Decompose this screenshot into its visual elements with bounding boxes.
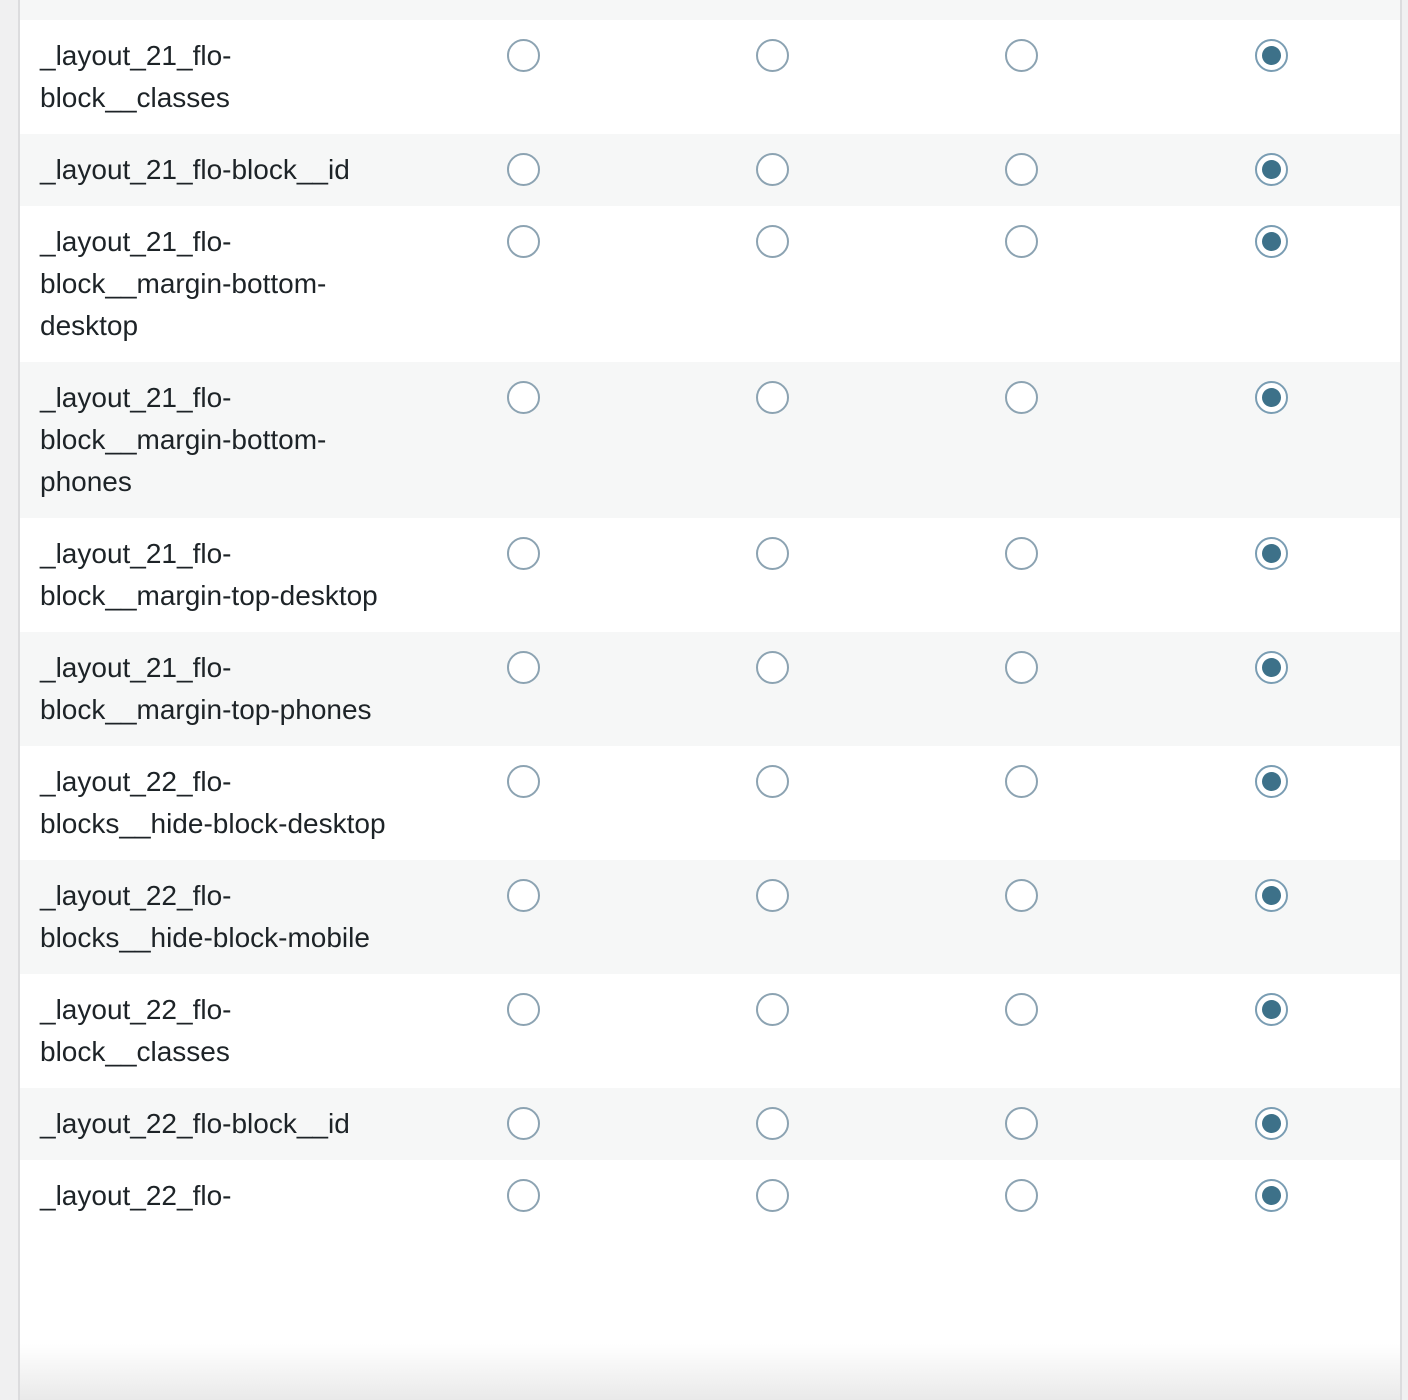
option-4-radio[interactable] [1255,765,1288,798]
option-2-radio[interactable] [756,993,789,1026]
option-3-radio[interactable] [1005,651,1038,684]
option-3-radio[interactable] [1005,225,1038,258]
field-name: _layout_22_flo-block__classes [40,994,232,1067]
field-name: _layout_22_flo-blocks__hide-block-mobile [40,880,370,953]
option-1-radio[interactable] [507,993,540,1026]
option-3-radio[interactable] [1005,381,1038,414]
option-1-radio[interactable] [507,537,540,570]
option-2-radio[interactable] [756,1179,789,1212]
table-row [20,1088,1400,1160]
option-4-radio[interactable] [1255,879,1288,912]
field-name: _layout_22_flo- [40,1180,232,1211]
option-4-radio[interactable] [1255,381,1288,414]
option-1-radio[interactable] [507,381,540,414]
field-name: _layout_21_flo-block__margin-bottom-desktop [40,226,327,341]
option-4-radio[interactable] [1255,39,1288,72]
previous-row-edge [20,0,1400,20]
option-1-radio[interactable] [507,765,540,798]
table-row [20,632,1400,746]
field-name: _layout_21_flo-block__margin-top-desktop [40,538,378,611]
option-2-radio[interactable] [756,381,789,414]
field-settings-table [18,0,1402,1400]
scroll-fade-overlay [20,1344,1400,1400]
table-row [20,974,1400,1088]
field-name: _layout_21_flo-block__classes [40,40,232,113]
table-row [20,20,1400,134]
field-name: _layout_22_flo-block__id [40,1108,350,1139]
option-3-radio[interactable] [1005,879,1038,912]
option-1-radio[interactable] [507,879,540,912]
table-row [20,206,1400,362]
table-row [20,860,1400,974]
option-2-radio[interactable] [756,879,789,912]
option-2-radio[interactable] [756,537,789,570]
table-row [20,746,1400,860]
option-1-radio[interactable] [507,1107,540,1140]
option-4-radio[interactable] [1255,153,1288,186]
option-3-radio[interactable] [1005,537,1038,570]
option-2-radio[interactable] [756,153,789,186]
table-row [20,134,1400,206]
option-2-radio[interactable] [756,765,789,798]
option-4-radio[interactable] [1255,1179,1288,1212]
option-3-radio[interactable] [1005,39,1038,72]
option-4-radio[interactable] [1255,1107,1288,1140]
option-1-radio[interactable] [507,39,540,72]
option-2-radio[interactable] [756,225,789,258]
field-name: _layout_21_flo-block__margin-top-phones [40,652,372,725]
option-4-radio[interactable] [1255,225,1288,258]
table-row [20,362,1400,518]
option-2-radio[interactable] [756,1107,789,1140]
table-row [20,518,1400,632]
option-3-radio[interactable] [1005,765,1038,798]
option-4-radio[interactable] [1255,537,1288,570]
option-4-radio[interactable] [1255,993,1288,1026]
option-3-radio[interactable] [1005,1179,1038,1212]
field-name: _layout_21_flo-block__id [40,154,350,185]
option-1-radio[interactable] [507,1179,540,1212]
option-3-radio[interactable] [1005,153,1038,186]
option-4-radio[interactable] [1255,651,1288,684]
field-name: _layout_22_flo-blocks__hide-block-desktop [40,766,386,839]
option-1-radio[interactable] [507,225,540,258]
option-3-radio[interactable] [1005,993,1038,1026]
option-2-radio[interactable] [756,651,789,684]
option-1-radio[interactable] [507,651,540,684]
table-row [20,1160,1400,1232]
option-1-radio[interactable] [507,153,540,186]
option-2-radio[interactable] [756,39,789,72]
field-name: _layout_21_flo-block__margin-bottom-phones [40,382,327,497]
option-3-radio[interactable] [1005,1107,1038,1140]
